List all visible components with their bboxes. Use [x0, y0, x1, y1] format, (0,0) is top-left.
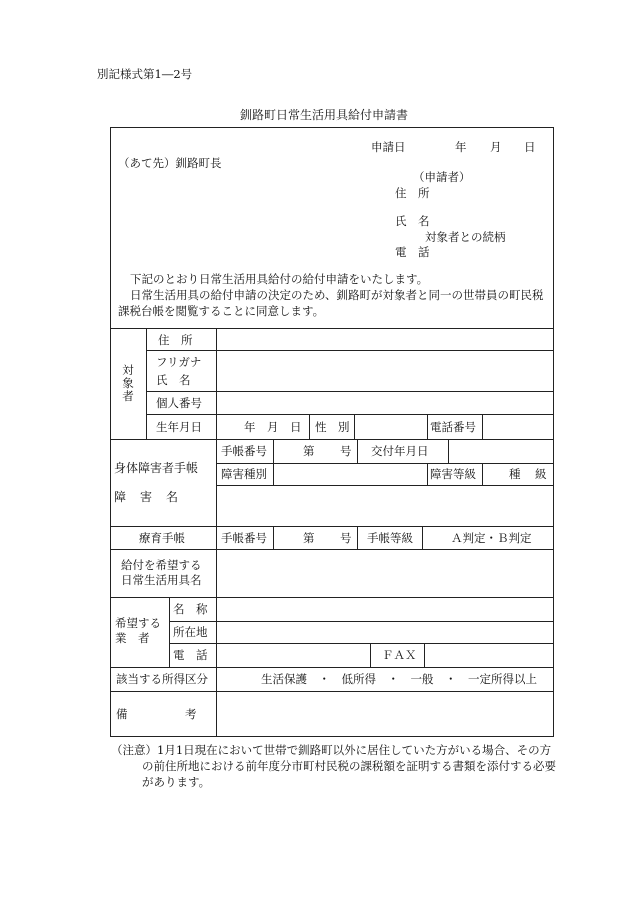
applicant-phone-label: 電 話: [395, 245, 430, 259]
disability-shu: 種: [509, 467, 521, 481]
vendor-label-line-2: 業 者: [115, 631, 150, 645]
date-day-label: 日: [524, 140, 536, 154]
issue-date-label: 交付年月日: [371, 444, 429, 458]
note-line-2: の前住所地における前年度分市町村民税の課税額を証明する書類を添付する必要: [142, 759, 556, 773]
rule-subject-bottom: [111, 439, 553, 440]
rule-disability-bottom: [111, 526, 553, 527]
disability-type-label: 障害種別: [221, 467, 267, 481]
disability-grade-label: 障害等級: [430, 467, 476, 481]
rule-vendor-2: [169, 643, 553, 644]
applicant-heading: （申請者）: [413, 170, 471, 184]
ryoiku-go: 号: [340, 531, 352, 545]
furigana-label: フリガナ: [156, 355, 202, 369]
rule-phone-label: [427, 414, 428, 439]
vendor-name-label: 名 称: [173, 602, 208, 616]
ryoiku-dai: 第: [303, 531, 315, 545]
applicant-address-label: 住 所: [395, 186, 430, 200]
subject-group-label: 対象者: [122, 363, 134, 403]
rule-vendor-bottom: [111, 667, 553, 668]
date-year-label: 年: [455, 140, 467, 154]
device-label-line-1: 給付を希望する: [121, 558, 202, 572]
rule-ryoiku-number: [357, 526, 358, 549]
rule-disability-2: [216, 485, 553, 486]
rule-ryoiku-book: [273, 526, 274, 549]
rule-disability-1: [216, 463, 553, 464]
form-number: 別記様式第1―2号: [97, 67, 193, 81]
remarks-label: 備 考: [116, 707, 197, 721]
intro-line-1: 下記のとおり日常生活用具給付の給付申請をいたします。: [130, 272, 429, 286]
birthdate-ymd: 年 月 日: [244, 420, 302, 434]
rule-vendor-1: [169, 621, 553, 622]
rule-sex-value: [354, 414, 355, 439]
income-class-label: 該当する所得区分: [116, 672, 208, 686]
rule-disability-issue: [357, 439, 358, 463]
vendor-label-line-1: 希望する: [115, 616, 161, 630]
vendor-location-label: 所在地: [173, 625, 208, 639]
form-title: 釧路町日常生活用具給付申請書: [240, 108, 409, 122]
date-month-label: 月: [490, 140, 502, 154]
rule-subject-group: [146, 328, 147, 439]
ryoiku-label: 療育手帳: [139, 531, 185, 545]
rule-device-bottom: [111, 597, 553, 598]
rule-phone-value: [482, 414, 483, 439]
intro-line-2: 日常生活用具の給付申請の決定のため、釧路町が対象者と同一の世帯員の町民税: [130, 288, 544, 302]
income-class-options: 生活保護 ・ 低所得 ・ 一般 ・ 一定所得以上: [261, 672, 537, 686]
rule-disability-issue-value: [448, 439, 449, 463]
disability-name-label: 障 害 名: [114, 490, 180, 504]
subject-address-label: 住 所: [158, 333, 193, 347]
rule-disability-type: [273, 463, 274, 485]
rule-subject-1: [146, 350, 553, 351]
rule-vendor-fax-value: [424, 643, 425, 667]
rule-header-bottom: [111, 328, 553, 329]
rule-disability-grade: [427, 463, 428, 485]
ryoiku-judgement: Ａ判定・Ｂ判定: [451, 531, 532, 545]
note-line-3: があります。: [142, 775, 211, 789]
ryoiku-grade-label: 手帳等級: [367, 531, 413, 545]
rule-ryoiku-bottom: [111, 549, 553, 550]
rule-vendor-group: [169, 597, 170, 667]
rule-subject-3: [146, 414, 553, 415]
rule-birth-sex: [309, 414, 310, 439]
rule-disability-grade-value: [482, 463, 483, 485]
vendor-fax-label: ＦＡＸ: [382, 648, 417, 662]
disability-book-number-label: 手帳番号: [221, 444, 267, 458]
disability-go: 号: [340, 444, 352, 458]
birthdate-label: 生年月日: [156, 420, 202, 434]
disability-dai: 第: [303, 444, 315, 458]
addressee: （あて先）釧路町長: [118, 156, 222, 170]
sex-label: 性 別: [315, 420, 350, 434]
vendor-phone-label: 電 話: [173, 648, 208, 662]
intro-line-3: 課税台帳を閲覧することに同意します。: [118, 304, 325, 318]
relation-label: 対象者との続柄: [425, 230, 506, 244]
rule-disability-book: [273, 439, 274, 463]
personal-number-label: 個人番号: [156, 396, 202, 410]
disability-book-label: 身体障害者手帳: [114, 461, 199, 475]
date-label: 申請日: [371, 140, 406, 154]
rule-subject-2: [146, 391, 553, 392]
subject-name-label: 氏 名: [156, 373, 191, 387]
note-line-1: （注意）1月1日現在において世帯で釧路町以外に居住していた方がいる場合、その方: [111, 743, 552, 757]
rule-vendor-fax: [370, 643, 371, 667]
application-form: [110, 127, 554, 737]
ryoiku-book-number-label: 手帳番号: [221, 531, 267, 545]
rule-label-column: [216, 328, 217, 736]
rule-ryoiku-grade: [422, 526, 423, 549]
device-label-line-2: 日常生活用具名: [121, 573, 202, 587]
disability-kyu: 級: [535, 467, 547, 481]
subject-phone-label: 電話番号: [430, 420, 476, 434]
rule-income-bottom: [111, 691, 553, 692]
applicant-name-label: 氏 名: [395, 214, 430, 228]
